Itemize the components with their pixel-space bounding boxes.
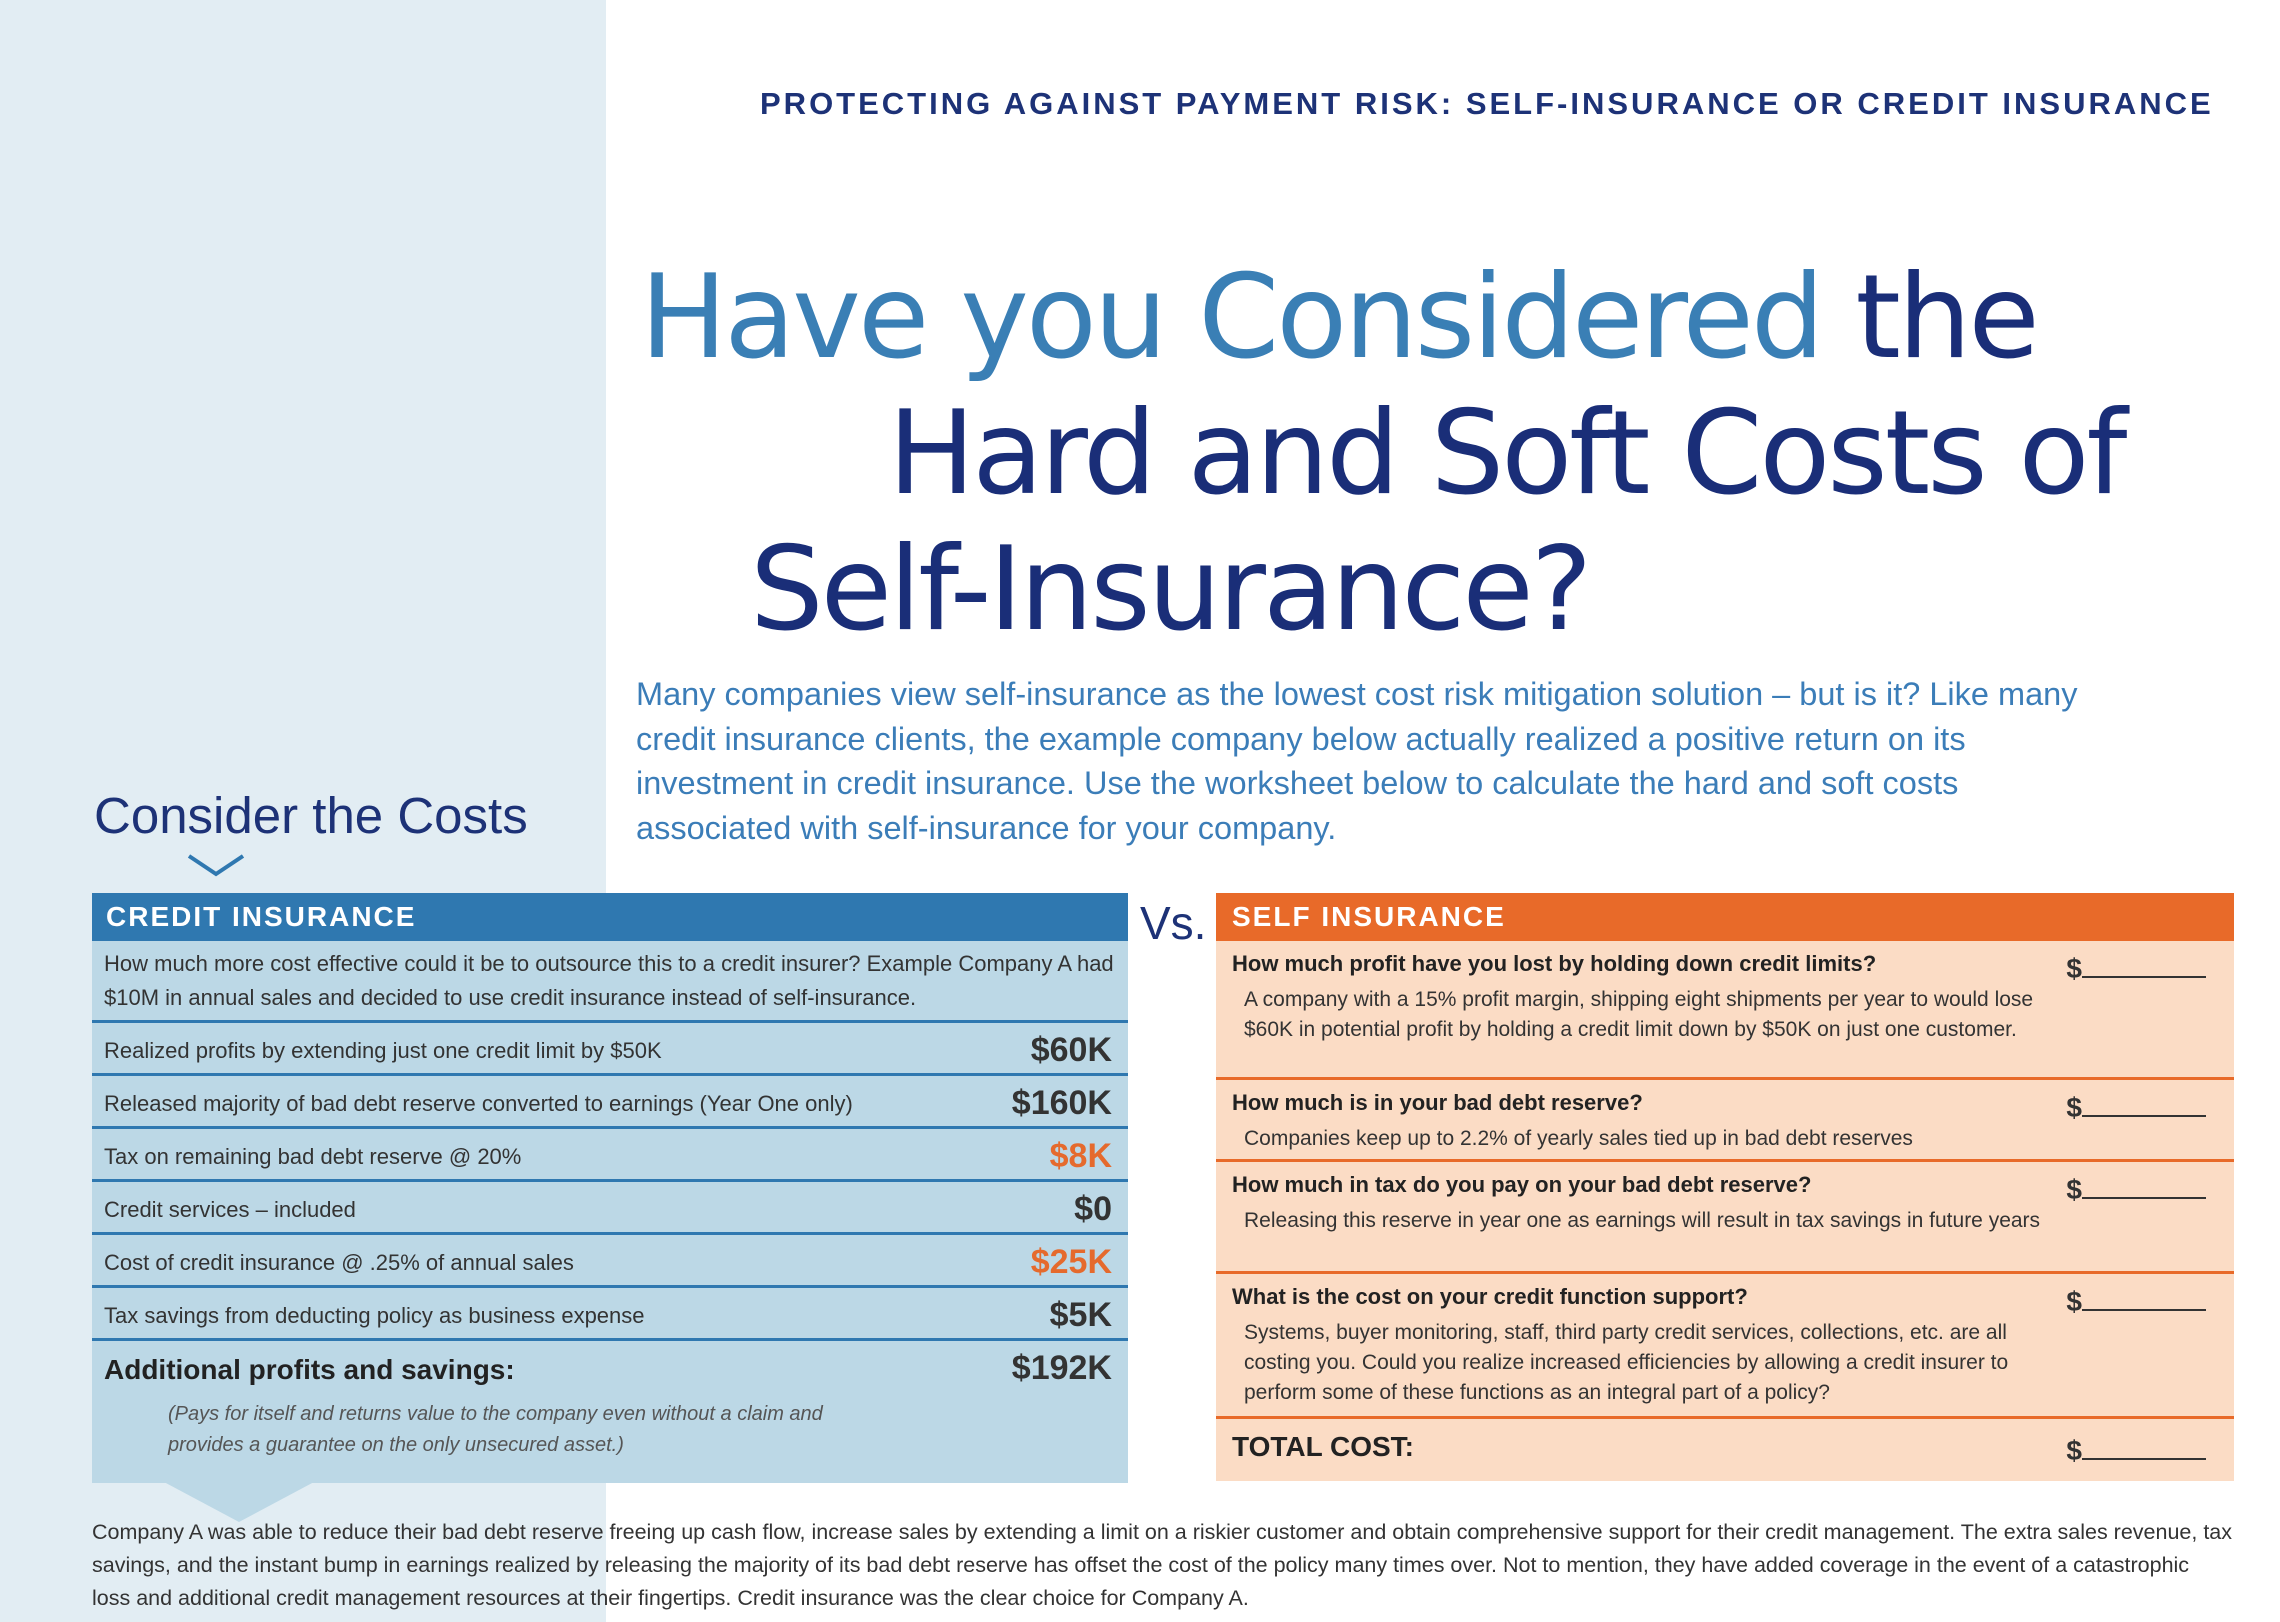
title-accent: Have you Considered xyxy=(640,250,1822,385)
ci-row-value: $160K xyxy=(1011,1084,1112,1122)
currency-symbol: $ xyxy=(2066,1092,2082,1123)
ci-row-value: $60K xyxy=(1030,1031,1112,1069)
si-row-question: How much in tax do you pay on your bad debt reserve? xyxy=(1232,1172,1812,1197)
title-line-3: Self-Insurance? xyxy=(750,522,1590,657)
si-row-answer-field[interactable] xyxy=(2066,1286,2206,1318)
si-row-question: How much profit have you lost by holding down credit limits? xyxy=(1232,951,1877,976)
si-row xyxy=(1216,1271,2234,1419)
ci-total-note: (Pays for itself and returns value to the company even without a claim and provides a guarantee on the only unsecured asset.) xyxy=(168,1403,823,1456)
si-row-answer-field[interactable] xyxy=(2066,1092,2206,1124)
ci-row xyxy=(92,1020,1128,1073)
si-row-detail: Releasing this reserve in year one as earnings will result in tax savings in future years xyxy=(1244,1209,2041,1232)
si-row xyxy=(1216,1077,2234,1162)
intro-paragraph: Many companies view self-insurance as the lowest cost risk mitigation solution – but is it? Like many credit insurance clients, the example company below actually realized a positive return on its investment in credit insurance. Use the worksheet below to calculate the hard and soft costs associated with self-insurance for your company. xyxy=(636,676,2078,846)
ci-total-label: Additional profits and savings: xyxy=(104,1354,515,1385)
currency-symbol: $ xyxy=(2066,1286,2082,1317)
si-total-label: TOTAL COST: xyxy=(1232,1431,1414,1462)
self-insurance-panel xyxy=(1216,893,2234,1481)
credit-insurance-header: CREDIT INSURANCE xyxy=(92,893,1128,941)
currency-symbol: $ xyxy=(2066,1435,2082,1466)
ci-row xyxy=(92,1126,1128,1179)
currency-symbol: $ xyxy=(2066,1174,2082,1205)
si-row xyxy=(1216,941,2234,1077)
si-total-answer-field[interactable] xyxy=(2066,1435,2206,1467)
page-kicker: PROTECTING AGAINST PAYMENT RISK: SELF-INSURANCE OR CREDIT INSURANCE xyxy=(760,86,2214,121)
si-row xyxy=(1216,1159,2234,1274)
ci-row-label: Cost of credit insurance @ .25% of annual sales xyxy=(104,1250,574,1275)
credit-insurance-panel xyxy=(92,893,1128,1483)
si-total-row xyxy=(1216,1416,2234,1484)
ci-row xyxy=(92,1073,1128,1126)
chevron-down-icon xyxy=(186,852,246,878)
si-row-question: How much is in your bad debt reserve? xyxy=(1232,1090,1643,1115)
title-line-1 xyxy=(640,250,2037,385)
currency-symbol: $ xyxy=(2066,953,2082,984)
title-line-1-rest: the xyxy=(1821,250,2037,385)
ci-row-label: Tax savings from deducting policy as business expense xyxy=(104,1303,645,1328)
ci-total-value: $192K xyxy=(1011,1349,1112,1387)
ci-row-label: Credit services – included xyxy=(104,1197,356,1222)
ci-row-value: $5K xyxy=(1049,1296,1112,1334)
footer-paragraph: Company A was able to reduce their bad debt reserve freeing up cash flow, increase sales by extending a limit on a riskier customer and obtain comprehensive support for their credit management. The extra sales revenue, tax savings, and the instant bump in earnings realized by releasing the majority of its bad debt reserve has offset the cost of the policy many times over. Not to mention, they have added coverage in the event of a catastrophic loss and additional credit management resources at their fingertips. Credit insurance was the clear choice for Company A. xyxy=(92,1520,2233,1610)
self-insurance-header: SELF INSURANCE xyxy=(1216,893,2234,941)
ci-row-label: Realized profits by extending just one credit limit by $50K xyxy=(104,1038,662,1063)
ci-total-row xyxy=(92,1338,1128,1486)
title-line-2: Hard and Soft Costs of xyxy=(888,386,2125,521)
sidebar-title: Consider the Costs xyxy=(94,787,528,844)
ci-row xyxy=(92,1179,1128,1232)
ci-row xyxy=(92,1232,1128,1285)
credit-insurance-intro: How much more cost effective could it be to outsource this to a credit insurer? Example Company A had $10M in annual sales and decided to use credit insurance instead of self-insurance. xyxy=(104,951,1114,1010)
si-row-detail: Companies keep up to 2.2% of yearly sales tied up in bad debt reserves xyxy=(1244,1127,1913,1150)
ci-row-label: Tax on remaining bad debt reserve @ 20% xyxy=(104,1144,522,1169)
ci-row-value: $8K xyxy=(1049,1137,1112,1175)
si-row-detail: Systems, buyer monitoring, staff, third party credit services, collections, etc. are all costing you. Could you realize increased efficiencies by allowing a credit insurer to perform some of these functions as an integral part of a policy? xyxy=(1244,1321,2009,1404)
ci-row-value: $0 xyxy=(1074,1190,1112,1228)
si-row-question: What is the cost on your credit function support? xyxy=(1232,1284,1748,1309)
ci-row xyxy=(92,1285,1128,1338)
ci-row-value: $25K xyxy=(1030,1243,1112,1281)
versus-label: Vs. xyxy=(1140,897,1207,949)
si-row-detail: A company with a 15% profit margin, shipping eight shipments per year to would lose $60K in potential profit by holding a credit limit down by $50K on just one customer. xyxy=(1244,988,2034,1041)
si-row-answer-field[interactable] xyxy=(2066,953,2206,985)
si-row-answer-field[interactable] xyxy=(2066,1174,2206,1206)
ci-row-label: Released majority of bad debt reserve converted to earnings (Year One only) xyxy=(104,1091,853,1116)
